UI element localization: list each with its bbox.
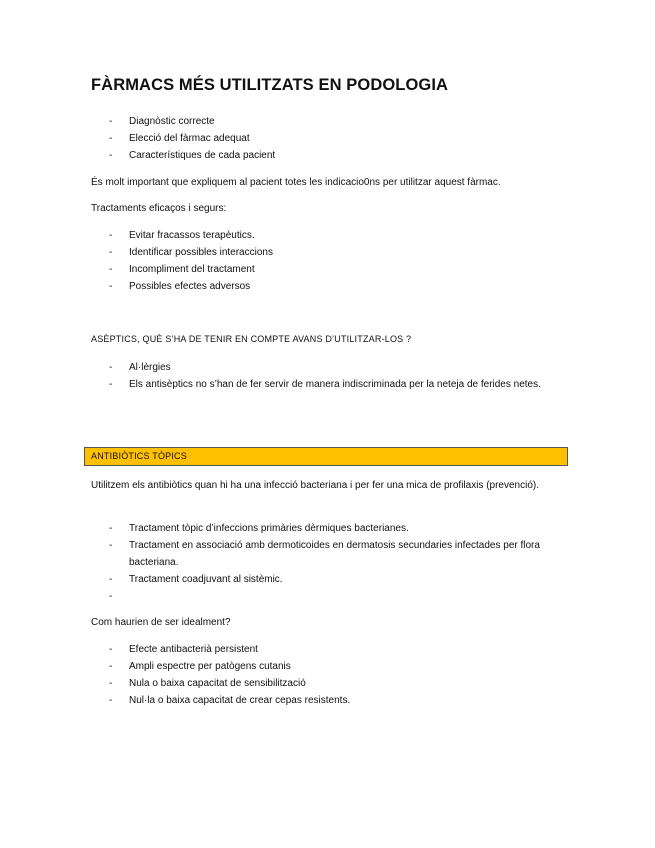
list-item — [91, 537, 561, 571]
list-item — [91, 130, 561, 147]
list-item-text: Incompliment del tractament — [129, 264, 255, 275]
section-banner-antibiotics — [84, 447, 568, 466]
paragraph-treatments: Tractaments eficaços i segurs: — [91, 203, 227, 214]
list-item-text: Nul·la o baixa capacitat de crear cepas resistents. — [129, 695, 351, 706]
list-item — [91, 571, 561, 588]
dash-bullet: - — [109, 247, 113, 258]
list-item — [91, 113, 561, 130]
list-item — [91, 359, 561, 376]
list-aseptics — [91, 359, 561, 393]
dash-bullet: - — [109, 591, 113, 602]
dash-bullet: - — [109, 150, 113, 161]
list-item — [91, 227, 561, 244]
list-item-text: Possibles efectes adversos — [129, 281, 251, 292]
list-item-text: Ampli espectre per patògens cutanis — [129, 661, 291, 672]
paragraph-antibiotics: Utilitzem els antibiòtics quan hi ha una infecció bacteriana i per fer una mica de profilaxis (prevenció). — [91, 480, 540, 491]
list-item — [91, 376, 561, 393]
list-criteria — [91, 113, 561, 164]
list-item-text: Al·lèrgies — [129, 362, 171, 373]
section-heading-aseptics: ASÈPTICS, QUÈ S’HA DE TENIR EN COMPTE AVANS D’UTILITZAR-LOS ? — [91, 334, 412, 344]
dash-bullet: - — [109, 230, 113, 241]
list-item-text: Nula o baixa capacitat de sensibilització — [129, 678, 306, 689]
list-item-text: Tractament tòpic d’infeccions primàries dèrmiques bacterianes. — [129, 523, 409, 534]
dash-bullet: - — [109, 281, 113, 292]
dash-bullet: - — [109, 695, 113, 706]
dash-bullet: - — [109, 379, 113, 390]
dash-bullet: - — [109, 678, 113, 689]
list-item — [91, 520, 561, 537]
dash-bullet: - — [109, 264, 113, 275]
list-item-text: Característiques de cada pacient — [129, 150, 276, 161]
dash-bullet: - — [109, 661, 113, 672]
list-item-text: Tractament en associació amb dermoticoides en dermatosis secundaries infectades per flora bacteriana. — [129, 540, 540, 568]
list-item-text: Diagnòstic correcte — [129, 116, 215, 127]
list-item — [91, 261, 561, 278]
paragraph-important: És molt important que expliquem al pacient totes les indicacio0ns per utilitzar aquest fàrmac. — [91, 177, 501, 188]
list-item-text: Tractament coadjuvant al sistèmic. — [129, 574, 283, 585]
list-antibiotic-uses — [91, 520, 561, 602]
dash-bullet: - — [109, 116, 113, 127]
list-item — [91, 675, 561, 692]
list-item — [91, 658, 561, 675]
list-item — [91, 278, 561, 295]
list-treatments — [91, 227, 561, 295]
list-item-text: Efecte antibacterià persistent — [129, 644, 258, 655]
list-item-text: Elecció del fàrmac adequat — [129, 133, 250, 144]
list-item — [91, 147, 561, 164]
dash-bullet: - — [109, 523, 113, 534]
list-item — [91, 641, 561, 658]
list-item-text: Identificar possibles interaccions — [129, 247, 273, 258]
list-ideal-properties — [91, 641, 561, 709]
list-item — [91, 244, 561, 261]
dash-bullet: - — [109, 133, 113, 144]
dash-bullet: - — [109, 540, 113, 551]
page-title: FÀRMACS MÉS UTILITZATS EN PODOLOGIA — [91, 76, 449, 94]
section-heading-antibiotics: ANTIBIÒTICS TÒPICS — [91, 451, 187, 461]
dash-bullet: - — [109, 362, 113, 373]
list-item-text: Els antisèptics no s’han de fer servir de manera indiscriminada per la neteja de ferides netes. — [129, 379, 541, 390]
list-item — [91, 692, 561, 709]
paragraph-ideal: Com haurien de ser idealment? — [91, 617, 231, 628]
dash-bullet: - — [109, 574, 113, 585]
dash-bullet: - — [109, 644, 113, 655]
list-item-text: Evitar fracassos terapèutics. — [129, 230, 255, 241]
